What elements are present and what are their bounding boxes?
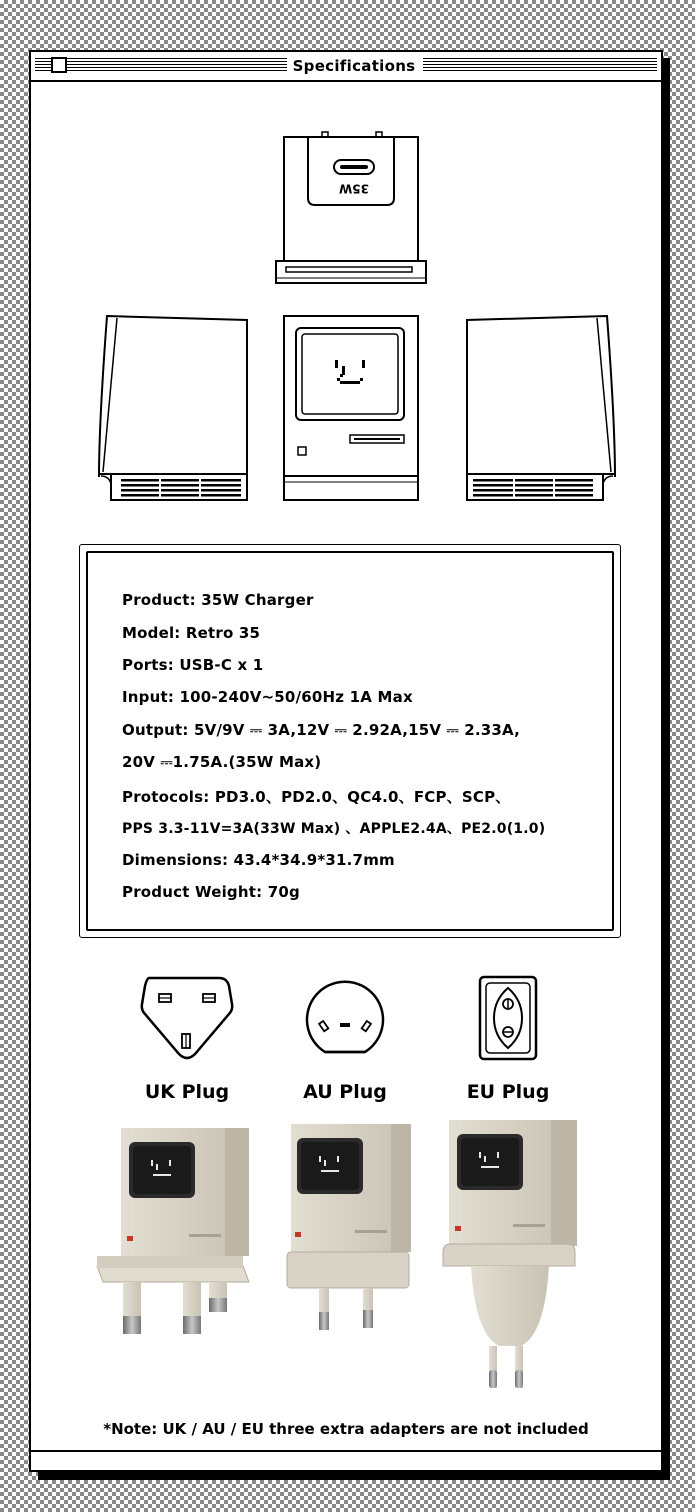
- specs-panel-inner: [86, 551, 614, 931]
- window-title: Specifications: [289, 55, 419, 77]
- spec-model: Model: Retro 35: [122, 624, 261, 642]
- uk-plug-icon: [137, 974, 237, 1064]
- au-plug-label: AU Plug: [303, 1081, 387, 1103]
- spec-protocols: Protocols: PD3.0、PD2.0、QC4.0、FCP、SCP、: [122, 788, 511, 806]
- spec-product: Product: 35W Charger: [122, 591, 314, 609]
- specs-panel: [79, 544, 621, 938]
- title-bar-stripes: [35, 58, 287, 73]
- uk-charger-photo: [93, 1120, 253, 1370]
- wattage-label: 35W: [339, 181, 369, 196]
- title-bar-stripes: [423, 58, 657, 73]
- charger-top-view: [282, 128, 422, 298]
- eu-charger-photo: [441, 1114, 591, 1404]
- spec-dimensions: Dimensions: 43.4*34.9*31.7mm: [122, 851, 395, 869]
- uk-plug-label: UK Plug: [144, 1081, 230, 1103]
- spec-input: Input: 100-240V~50/60Hz 1A Max: [122, 688, 413, 706]
- spec-output: Output: 5V/9V ⎓ 3A,12V ⎓ 2.92A,15V ⎓ 2.33A,: [122, 721, 520, 739]
- spec-output-continued: 20V ⎓1.75A.(35W Max): [122, 753, 322, 771]
- au-plug-icon: [295, 974, 395, 1064]
- adapters-note: *Note: UK / AU / EU three extra adapters are not included: [103, 1420, 589, 1438]
- spec-ports: Ports: USB-C x 1: [122, 656, 264, 674]
- spec-weight: Product Weight: 70g: [122, 883, 300, 901]
- window-bottom-bar: [31, 1450, 661, 1470]
- specifications-window: [29, 50, 663, 1472]
- spec-protocols-continued: PPS 3.3-11V=3A(33W Max) 、APPLE2.4A、PE2.0(1.0): [122, 821, 546, 837]
- charger-left-side-view: [97, 314, 257, 504]
- eu-plug-icon: [458, 974, 558, 1064]
- au-charger-photo: [285, 1120, 425, 1370]
- eu-plug-label: EU Plug: [466, 1081, 550, 1103]
- charger-right-side-view: [457, 314, 617, 504]
- title-bar[interactable]: [31, 52, 661, 82]
- close-box-button[interactable]: [51, 57, 67, 73]
- charger-front-view: [282, 314, 422, 504]
